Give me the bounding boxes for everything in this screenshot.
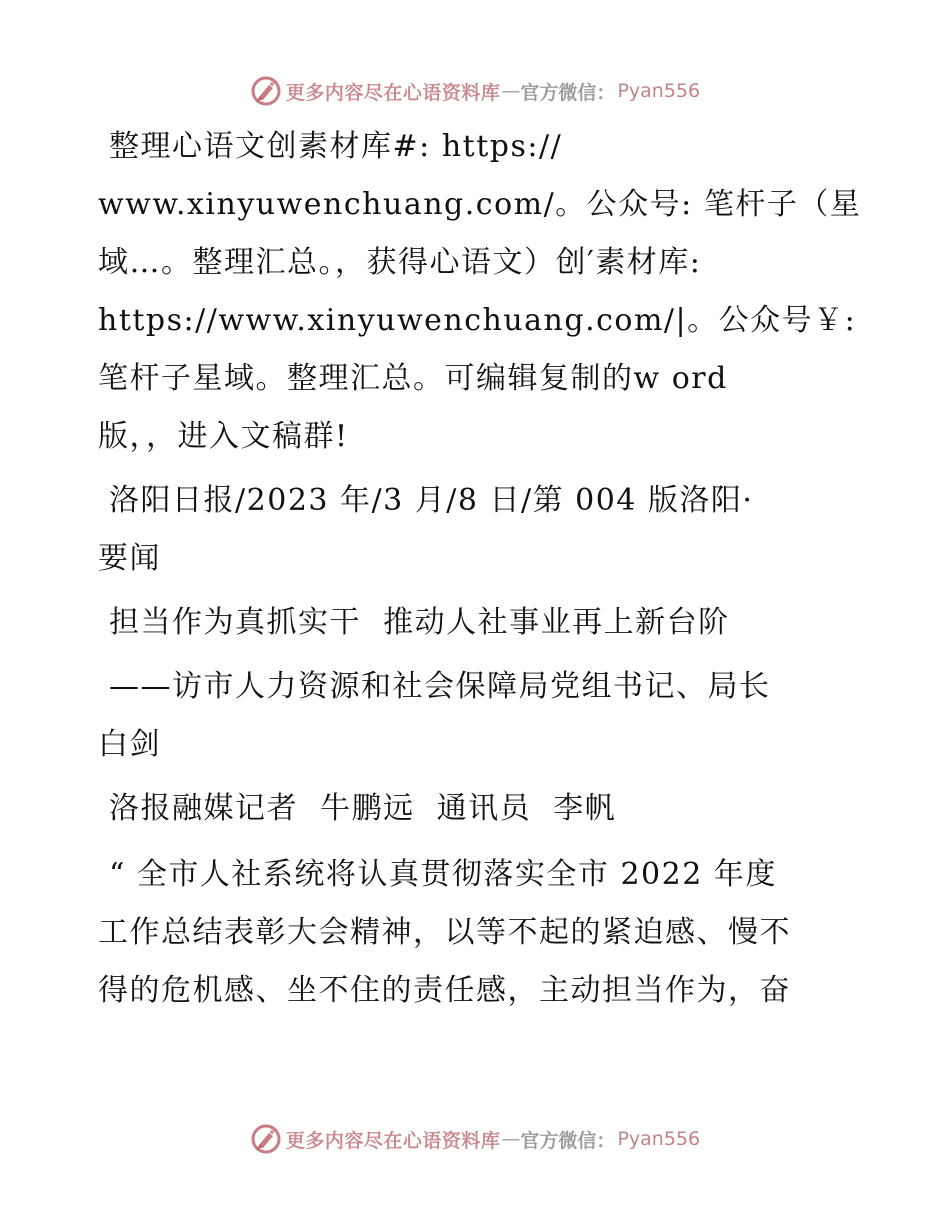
intro-line: 版，，进入文稿群! (98, 419, 349, 454)
body-line: “ 全市人社系统将认真贯彻落实全市 2022 年度 (98, 857, 777, 892)
watermark-label: 官方微信： (520, 1129, 616, 1152)
watermark-banner-top (0, 71, 950, 111)
watermark-text: 更多内容尽在心语资料库 (285, 1129, 501, 1152)
watermark-label: 官方微信： (520, 81, 616, 104)
intro-line: 笔杆子星域。整理汇总。可编辑复制的w ord (98, 361, 728, 396)
pen-logo-icon (250, 1123, 282, 1155)
source-line: 要闻 (98, 541, 161, 576)
watermark-text: 更多内容尽在心语资料库 (285, 81, 501, 104)
intro-line: 域…。整理汇总。，获得心语文）创′素材库: (98, 245, 702, 280)
subtitle-line: ——访市人力资源和社会保障局党组书记、局长 (98, 669, 771, 704)
source-line: 洛阳日报/2023 年/3 月/8 日/第 004 版洛阳· (98, 483, 754, 518)
intro-line: 整理心语文创素材库#: https:// (98, 129, 563, 164)
byline: 洛报融媒记者 牛鹏远 通讯员 李帆 (98, 791, 617, 826)
subtitle-block (98, 658, 858, 774)
subtitle-line: 白剑 (98, 727, 161, 762)
body-line: 得的危机感、坐不住的责任感，主动担当作为，奋 (98, 973, 791, 1008)
intro-line: https://www.xinyuwenchuang.com/|。公众号￥: (98, 303, 857, 338)
watermark-wechat-id: Pyan556 (617, 1128, 701, 1150)
pen-logo-icon (250, 75, 282, 107)
article-headline: 担当作为真抓实干 推动人社事业再上新台阶 (98, 605, 730, 640)
watermark-wechat-id: Pyan556 (617, 80, 701, 102)
watermark-banner-bottom (0, 1119, 950, 1159)
intro-line: www.xinyuwenchuang.com/。公众号: 笔杆子（星 (98, 187, 862, 222)
watermark-separator: — (501, 1128, 521, 1150)
source-block (98, 472, 858, 588)
body-paragraph (98, 846, 858, 1020)
watermark-separator: — (501, 80, 521, 102)
intro-block (98, 118, 862, 466)
body-line: 工作总结表彰大会精神，以等不起的紧迫感、慢不 (98, 915, 791, 950)
document-body (98, 118, 862, 1020)
